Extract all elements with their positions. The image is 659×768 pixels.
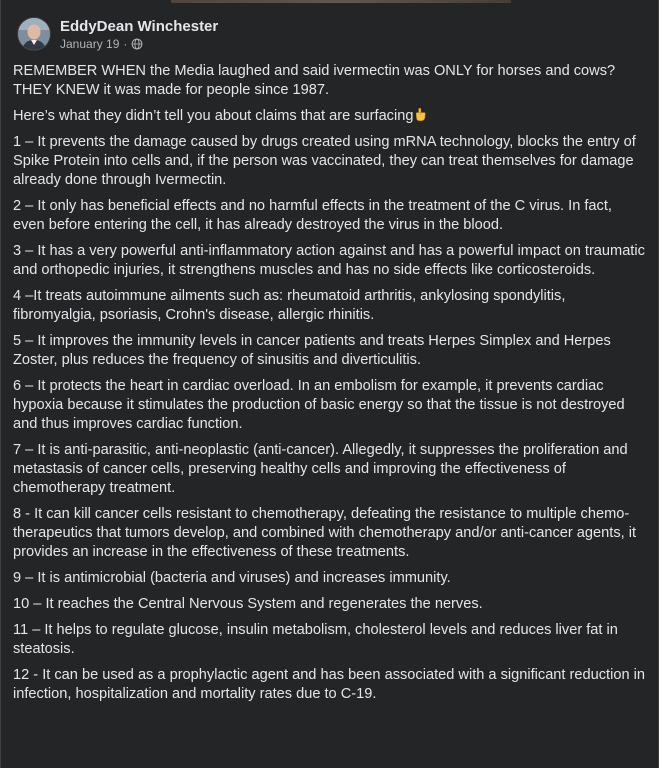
post-date[interactable]: January 19 (60, 36, 120, 51)
author-block (60, 17, 218, 52)
post-paragraph: 11 – It helps to regulate glucose, insulin metabolism, cholesterol levels and reduces liver fat in steatosis. (13, 622, 618, 657)
post-paragraph: 10 – It reaches the Central Nervous System and regenerates the nerves. (13, 596, 483, 612)
post-paragraph-text: Here’s what they didn’t tell you about claims that are surfacing (13, 108, 414, 124)
avatar-photo-icon (18, 18, 50, 50)
post-paragraph: REMEMBER WHEN the Media laughed and said ivermectin was ONLY for horses and cows? THEY KNEW it was made for people since 1987. (13, 63, 616, 98)
post-paragraph: 6 – It protects the heart in cardiac overload. In an embolism for example, it prevents cardiac hypoxia because it stimulates the production of basic energy so that the tissue is not destroyed and thus improves cardiac function. (13, 378, 625, 432)
post-paragraph: 2 – It only has beneficial effects and no harmful effects in the treatment of the C virus. In fact, even before entering the cell, it has already destroyed the virus in the blood. (13, 198, 612, 233)
post-paragraph (13, 107, 645, 126)
meta-separator: · (123, 36, 128, 51)
post-paragraph: 9 – It is antimicrobial (bacteria and viruses) and increases immunity. (13, 570, 451, 586)
post-paragraph: 8 - It can kill cancer cells resistant to chemotherapy, defeating the resistance to multiple chemo-therapeutics that tumors develop, and combined with chemotherapy and/or anti-cancer agents, it provides an increase in the effectiveness of these treatments. (13, 506, 637, 560)
post-paragraph: 5 – It improves the immunity levels in cancer patients and treats Herpes Simplex and Herpes Zoster, plus reduces the frequency of sinusitis and diverticulitis. (13, 333, 611, 368)
pointing-down-hand-icon (413, 107, 428, 122)
post-body (13, 62, 645, 711)
post-paragraph: 4 –It treats autoimmune ailments such as: rheumatoid arthritis, ankylosing spondylitis, fibromyalgia, psoriasis, Crohn's disease, allergic rhinitis. (13, 288, 566, 323)
post-paragraph: 1 – It prevents the damage caused by drugs created using mRNA technology, blocks the entry of Spike Protein into cells and, if the person was vaccinated, they can treat themselves for damage already done through Ivermectin. (13, 134, 636, 188)
author-name[interactable]: EddyDean Winchester (60, 17, 219, 35)
globe-icon[interactable] (131, 38, 143, 50)
post-meta (60, 36, 218, 52)
post-paragraph: 3 – It has a very powerful anti-inflammatory action against and has a powerful impact on traumatic and orthopedic injuries, it strengthens muscles and has no side effects like corticosteroids. (13, 243, 645, 278)
author-avatar[interactable] (17, 17, 51, 51)
cover-image-edge (171, 0, 511, 3)
post-paragraph: 12 - It can be used as a prophylactic agent and has been associated with a significant reduction in infection, hospitalization and mortality rates due to C-19. (13, 667, 645, 702)
post-paragraph: 7 – It is anti-parasitic, anti-neoplastic (anti-cancer). Allegedly, it suppresses the proliferation and metastasis of cancer cells, preserving healthy cells and improving the effectiveness of chemotherapy treatment. (13, 442, 628, 496)
post-header (17, 14, 218, 54)
